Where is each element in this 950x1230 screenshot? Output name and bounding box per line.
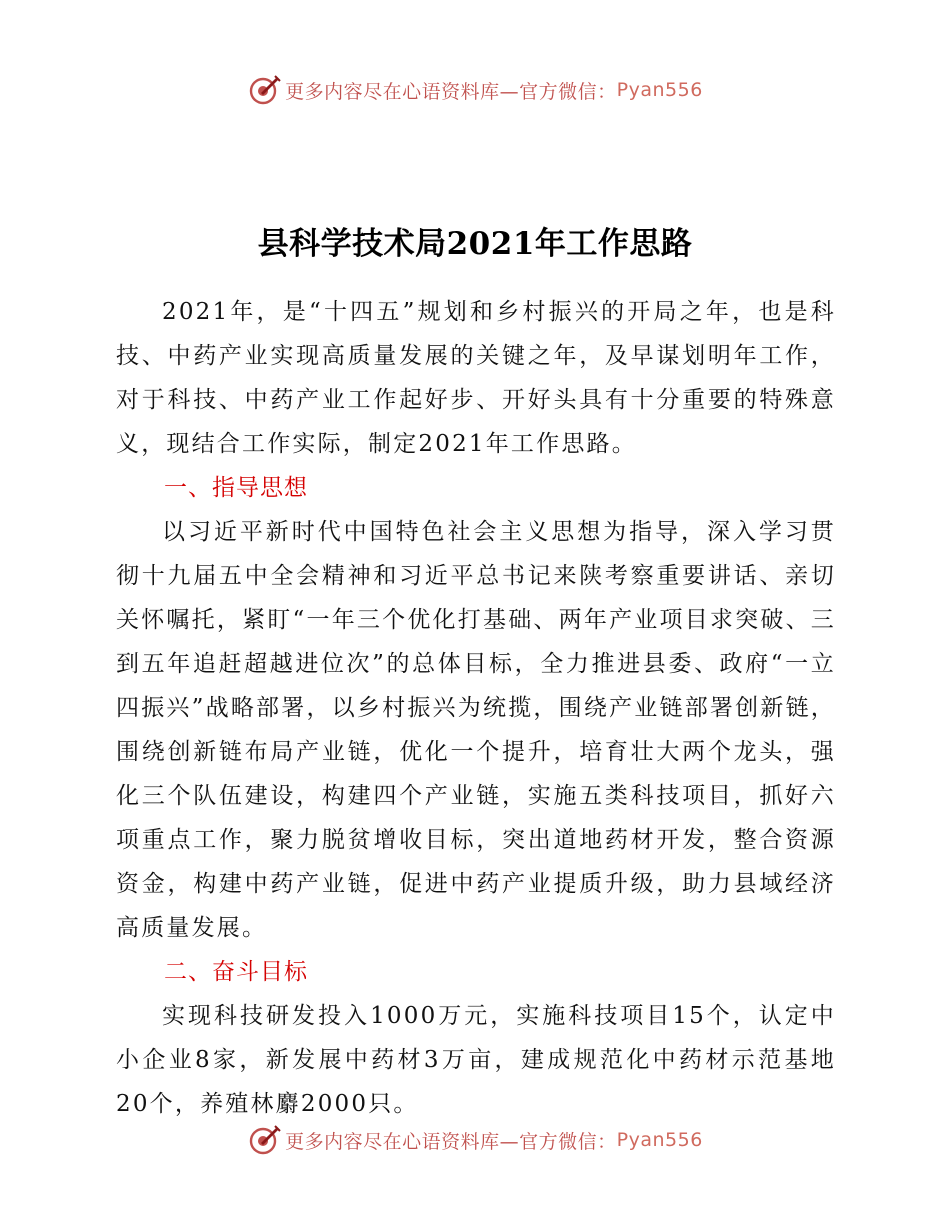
intro-paragraph: 2021年，是“十四五”规划和乡村振兴的开局之年，也是科技、中药产业实现高质量发展的关键之年，及早谋划明年工作，对于科技、中药产业工作起好步、开好头具有十分重要的特殊意义，现结合工作实际，制定2021年工作思路。 <box>116 299 836 457</box>
section-heading: 二、奋斗目标 <box>164 959 308 985</box>
pen-logo-icon <box>247 1123 281 1157</box>
banner-contact: Pyan556 <box>616 79 703 101</box>
header-banner <box>0 72 950 108</box>
banner-text: 更多内容尽在心语资料库—官方微信： <box>285 1130 617 1153</box>
footer-banner <box>0 1122 950 1158</box>
section-paragraph: 实现科技研发投入1000万元，实施科技项目15个，认定中小企业8家，新发展中药材3万亩，建成规范化中药材示范基地20个，养殖林麝2000只。 <box>116 1003 836 1117</box>
document-body <box>116 290 836 1126</box>
section-heading: 一、指导思想 <box>164 475 308 501</box>
pen-logo-icon <box>247 73 281 107</box>
section-paragraph: 以习近平新时代中国特色社会主义思想为指导，深入学习贯彻十九届五中全会精神和习近平总书记来陕考察重要讲话、亲切关怀嘱托，紧盯“一年三个优化打基础、两年产业项目求突破、三到五年追赶超越进位次”的总体目标，全力推进县委、政府“一立四振兴”战略部署，以乡村振兴为统揽，围绕产业链部署创新链，围绕创新链布局产业链，优化一个提升，培育壮大两个龙头，强化三个队伍建设，构建四个产业链，实施五类科技项目，抓好六项重点工作，聚力脱贫增收目标，突出道地药材开发，整合资源资金，构建中药产业链，促进中药产业提质升级，助力县域经济高质量发展。 <box>116 519 836 941</box>
document-title: 县科学技术局2021年工作思路 <box>257 226 693 262</box>
banner-contact: Pyan556 <box>616 1129 703 1151</box>
banner-text: 更多内容尽在心语资料库—官方微信： <box>285 80 617 103</box>
